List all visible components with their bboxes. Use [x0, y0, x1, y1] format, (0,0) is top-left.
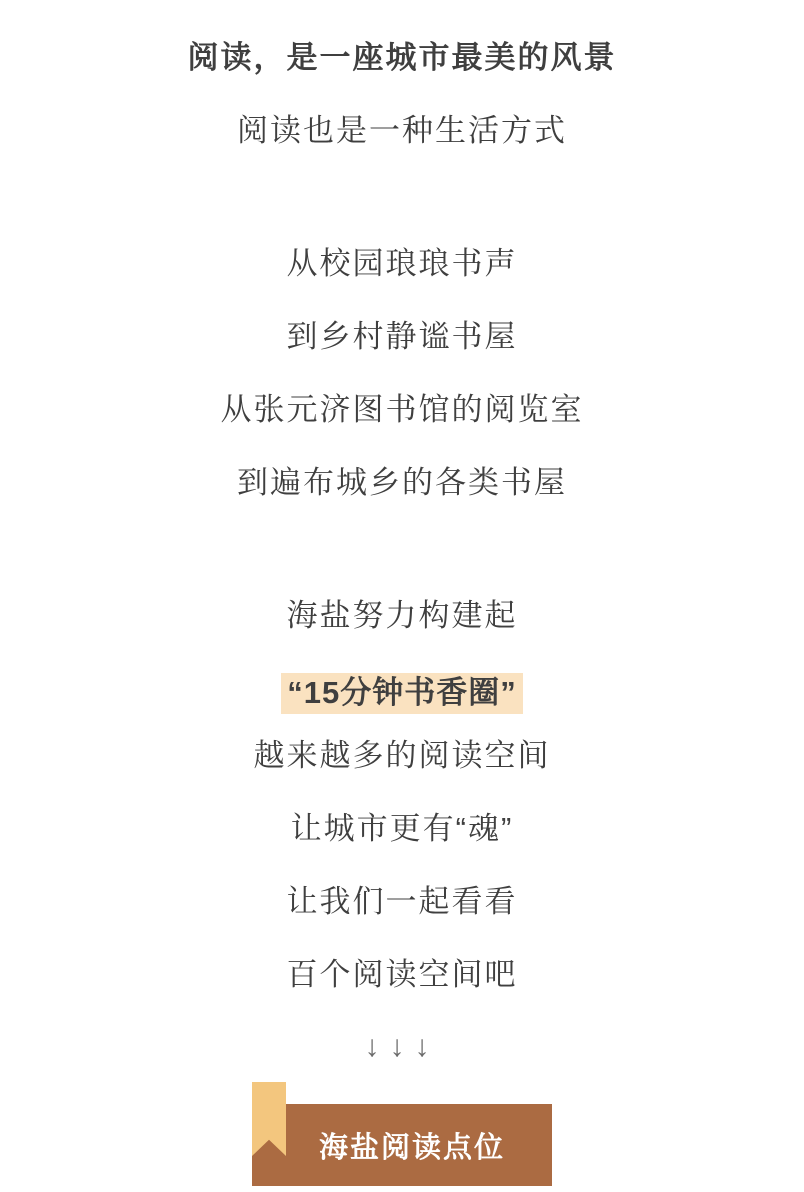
- circle-line-4: 百个阅读空间吧: [286, 957, 518, 992]
- circle-line-2: 让城市更有“魂”: [290, 811, 514, 846]
- banner-wrap: [0, 1104, 804, 1186]
- places-line-1: 从校园琅琅书声: [286, 246, 518, 281]
- intro-line-1: 阅读，是一座城市最美的风景: [187, 40, 617, 75]
- down-arrows-icon: ↓↓↓: [364, 1030, 440, 1063]
- places-line-2: 到乡村静谧书屋: [286, 319, 518, 354]
- intro-line-2: 阅读也是一种生活方式: [237, 113, 567, 148]
- highlight-text: “15分钟书香圈”: [281, 673, 522, 714]
- circle-line-1: 越来越多的阅读空间: [253, 738, 551, 773]
- reading-points-banner[interactable]: [252, 1104, 552, 1186]
- circle-block: [254, 600, 551, 990]
- places-block: [221, 248, 584, 498]
- bookmark-ribbon-icon: [252, 1082, 286, 1156]
- banner-label: 海盐阅读点位: [318, 1131, 505, 1164]
- places-line-3: 从张元济图书馆的阅览室: [220, 392, 584, 427]
- intro-block: [188, 30, 617, 146]
- highlight-line: [254, 673, 551, 714]
- circle-lead-line: 海盐努力构建起: [286, 598, 518, 633]
- places-line-4: 到遍布城乡的各类书屋: [237, 465, 567, 500]
- circle-line-3: 让我们一起看看: [286, 884, 518, 919]
